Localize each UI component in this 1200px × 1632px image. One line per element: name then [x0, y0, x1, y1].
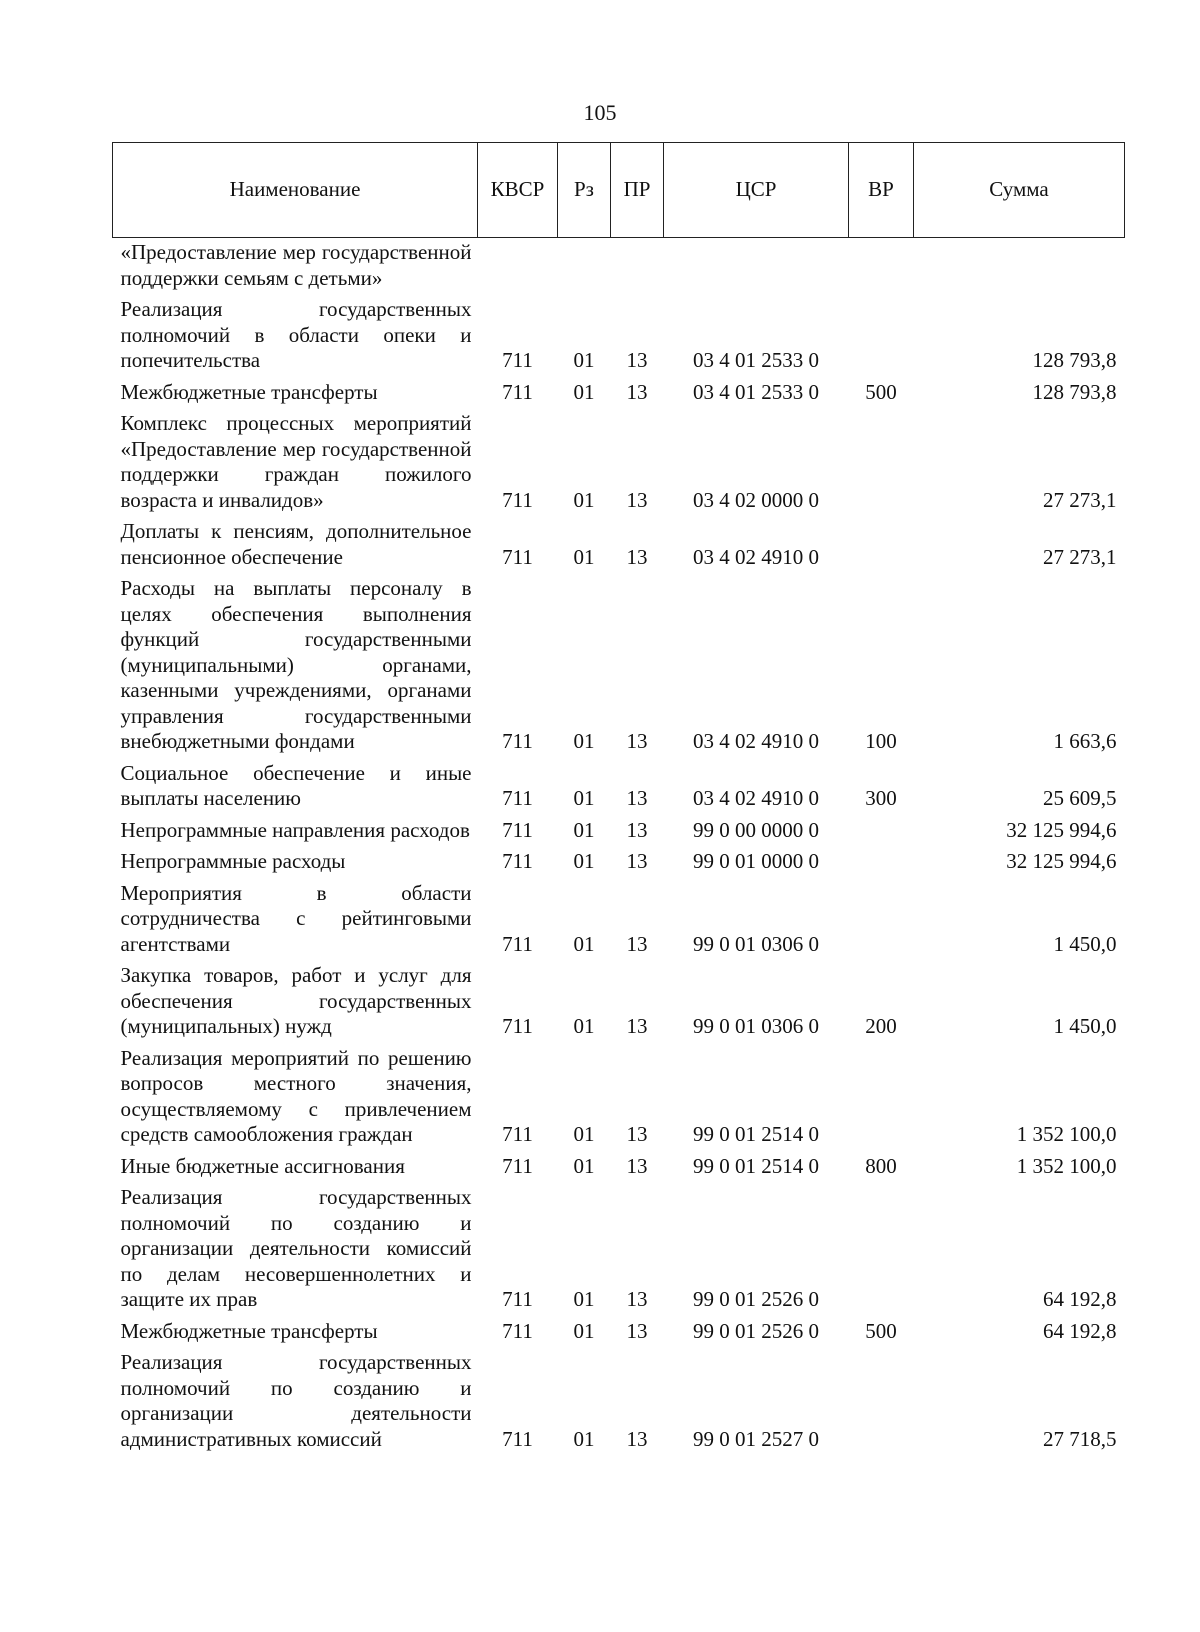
cell-vr	[849, 812, 914, 844]
cell-vr: 300	[865, 786, 897, 810]
cell-rz	[558, 238, 611, 292]
cell-rz: 01	[573, 849, 595, 873]
cell-name: Реализация государственных полномочий в области опеки и попечительства	[120, 297, 472, 372]
cell-vr	[849, 238, 914, 292]
cell-rz: 01	[573, 487, 595, 512]
cell-kvsr	[478, 238, 558, 292]
cell-rz: 01	[573, 1318, 595, 1343]
cell-rz: 01	[573, 348, 595, 372]
cell-csr: 03 4 02 4910 0	[693, 786, 819, 810]
cell-csr: 99 0 01 0306 0	[693, 931, 819, 956]
cell-csr: 03 4 02 4910 0	[693, 729, 819, 753]
cell-vr: 500	[865, 379, 897, 404]
cell-kvsr: 711	[502, 379, 533, 404]
table-row	[113, 755, 1125, 812]
cell-pr: 13	[626, 348, 648, 372]
cell-name: Иные бюджетные ассигнования	[120, 1153, 405, 1178]
cell-kvsr: 711	[502, 487, 533, 512]
cell-pr: 13	[626, 1318, 648, 1343]
cell-pr: 13	[626, 1122, 648, 1146]
table-row	[113, 238, 1125, 292]
cell-sum: 1 450,0	[1053, 1014, 1117, 1038]
cell-name: Непрограммные направления расходов	[120, 817, 470, 842]
cell-pr: 13	[626, 786, 648, 810]
header-vr: ВР	[849, 143, 914, 238]
cell-sum: 128 793,8	[1032, 348, 1117, 372]
cell-sum: 27 273,1	[1043, 544, 1117, 569]
table-row	[113, 374, 1125, 406]
cell-pr: 13	[626, 1153, 648, 1178]
cell-vr: 200	[865, 1014, 897, 1038]
cell-csr: 03 4 02 4910 0	[693, 544, 819, 569]
cell-csr: 99 0 01 2514 0	[693, 1122, 819, 1146]
cell-sum: 128 793,8	[1032, 379, 1117, 404]
cell-name: Реализация государственных полномочий по созданию и организации деятельности административных комиссий	[120, 1350, 472, 1451]
cell-kvsr: 711	[502, 1287, 533, 1311]
cell-vr	[849, 1040, 914, 1148]
cell-rz: 01	[573, 1014, 595, 1038]
table-row	[113, 291, 1125, 374]
table-row	[113, 1148, 1125, 1180]
cell-kvsr: 711	[502, 1014, 533, 1038]
cell-pr: 13	[626, 1426, 648, 1451]
table-header-row	[113, 143, 1125, 238]
cell-kvsr: 711	[502, 1153, 533, 1178]
cell-sum: 1 352 100,0	[1016, 1153, 1117, 1178]
cell-sum: 27 718,5	[1043, 1426, 1117, 1451]
cell-name: «Предоставление мер государственной поддержки семьям с детьми»	[120, 240, 472, 290]
cell-pr: 13	[626, 379, 648, 404]
cell-pr: 13	[626, 729, 648, 753]
cell-vr	[849, 843, 914, 875]
cell-vr: 800	[865, 1153, 897, 1178]
header-pr: ПР	[611, 143, 664, 238]
header-csr: ЦСР	[664, 143, 849, 238]
cell-rz: 01	[573, 1153, 595, 1178]
cell-rz: 01	[573, 931, 595, 956]
cell-kvsr: 711	[502, 1426, 533, 1451]
cell-rz: 01	[573, 786, 595, 810]
cell-name: Реализация мероприятий по решению вопросов местного значения, осуществляемому с привлечением средств самообложения граждан	[120, 1045, 472, 1146]
cell-pr: 13	[626, 487, 648, 512]
cell-kvsr: 711	[502, 931, 533, 956]
budget-table	[112, 142, 1125, 1452]
cell-pr: 13	[626, 849, 648, 873]
cell-vr	[849, 405, 914, 513]
cell-vr	[849, 1179, 914, 1313]
cell-kvsr: 711	[502, 1318, 533, 1343]
cell-name: Непрограммные расходы	[120, 849, 346, 873]
table-row	[113, 570, 1125, 755]
cell-rz: 01	[573, 729, 595, 753]
cell-sum: 27 273,1	[1043, 487, 1117, 512]
cell-vr	[849, 291, 914, 374]
cell-name: Реализация государственных полномочий по созданию и организации деятельности комиссий по делам несовершеннолетних и защите их прав	[120, 1185, 472, 1311]
cell-csr: 99 0 00 0000 0	[693, 817, 819, 842]
page-number: 105	[583, 100, 617, 125]
table-row	[113, 1179, 1125, 1313]
header-sum: Сумма	[914, 143, 1125, 238]
table-row	[113, 1040, 1125, 1148]
cell-csr: 99 0 01 2514 0	[693, 1153, 819, 1178]
cell-sum: 64 192,8	[1043, 1318, 1117, 1343]
header-kvsr: КВСР	[478, 143, 558, 238]
header-name: Наименование	[113, 143, 478, 238]
cell-kvsr: 711	[502, 544, 533, 569]
table-row	[113, 513, 1125, 570]
cell-rz: 01	[573, 1287, 595, 1311]
cell-name: Межбюджетные трансферты	[120, 1318, 378, 1343]
cell-sum: 64 192,8	[1043, 1287, 1117, 1311]
table-row	[113, 1344, 1125, 1452]
cell-name: Расходы на выплаты персоналу в целях обеспечения выполнения функций государственными (муниципальными) органами, казенными учреждениями, органами управления государственными внебюджетными фондами	[120, 576, 472, 753]
cell-kvsr: 711	[502, 817, 533, 842]
cell-sum: 1 663,6	[1053, 729, 1117, 753]
cell-name: Закупка товаров, работ и услуг для обеспечения государственных (муниципальных) нужд	[120, 963, 472, 1038]
cell-vr: 500	[865, 1318, 897, 1343]
cell-name: Доплаты к пенсиям, дополнительное пенсионное обеспечение	[120, 519, 472, 569]
cell-pr: 13	[626, 1287, 648, 1311]
cell-kvsr: 711	[502, 849, 533, 873]
table-row	[113, 405, 1125, 513]
cell-name: Мероприятия в области сотрудничества с рейтинговыми агентствами	[120, 880, 472, 956]
cell-sum	[914, 238, 1125, 292]
cell-vr: 100	[865, 729, 897, 753]
cell-kvsr: 711	[502, 1122, 533, 1146]
table-row	[113, 843, 1125, 875]
cell-sum: 25 609,5	[1043, 786, 1117, 810]
table-row	[113, 1313, 1125, 1345]
cell-pr	[611, 238, 664, 292]
cell-vr	[849, 1344, 914, 1452]
cell-name: Межбюджетные трансферты	[120, 379, 378, 404]
cell-sum: 32 125 994,6	[1006, 817, 1117, 842]
cell-name: Комплекс процессных мероприятий «Предоставление мер государственной поддержки граждан пожилого возраста и инвалидов»	[120, 411, 472, 512]
cell-pr: 13	[626, 817, 648, 842]
table-row	[113, 875, 1125, 958]
cell-csr: 99 0 01 2526 0	[693, 1287, 819, 1311]
cell-pr: 13	[626, 1014, 648, 1038]
cell-csr: 99 0 01 2526 0	[693, 1318, 819, 1343]
table-row	[113, 957, 1125, 1040]
cell-kvsr: 711	[502, 729, 533, 753]
cell-rz: 01	[573, 544, 595, 569]
cell-vr	[849, 513, 914, 570]
cell-pr: 13	[626, 931, 648, 956]
cell-rz: 01	[573, 817, 595, 842]
cell-csr: 99 0 01 0306 0	[693, 1014, 819, 1038]
cell-rz: 01	[573, 1122, 595, 1146]
cell-rz: 01	[573, 1426, 595, 1451]
cell-sum: 1 352 100,0	[1016, 1122, 1117, 1146]
cell-kvsr: 711	[502, 786, 533, 810]
cell-rz: 01	[573, 379, 595, 404]
cell-sum: 1 450,0	[1053, 931, 1117, 956]
cell-csr: 99 0 01 2527 0	[693, 1426, 819, 1451]
cell-csr: 03 4 01 2533 0	[693, 379, 819, 404]
table-row	[113, 812, 1125, 844]
cell-csr: 03 4 01 2533 0	[693, 348, 819, 372]
cell-sum: 32 125 994,6	[1006, 849, 1117, 873]
header-rz: Рз	[558, 143, 611, 238]
cell-pr: 13	[626, 544, 648, 569]
cell-vr	[849, 875, 914, 958]
cell-csr	[664, 238, 849, 292]
cell-csr: 03 4 02 0000 0	[693, 487, 819, 512]
cell-kvsr: 711	[502, 348, 533, 372]
cell-name: Социальное обеспечение и иные выплаты населению	[120, 760, 472, 810]
cell-csr: 99 0 01 0000 0	[693, 849, 819, 873]
